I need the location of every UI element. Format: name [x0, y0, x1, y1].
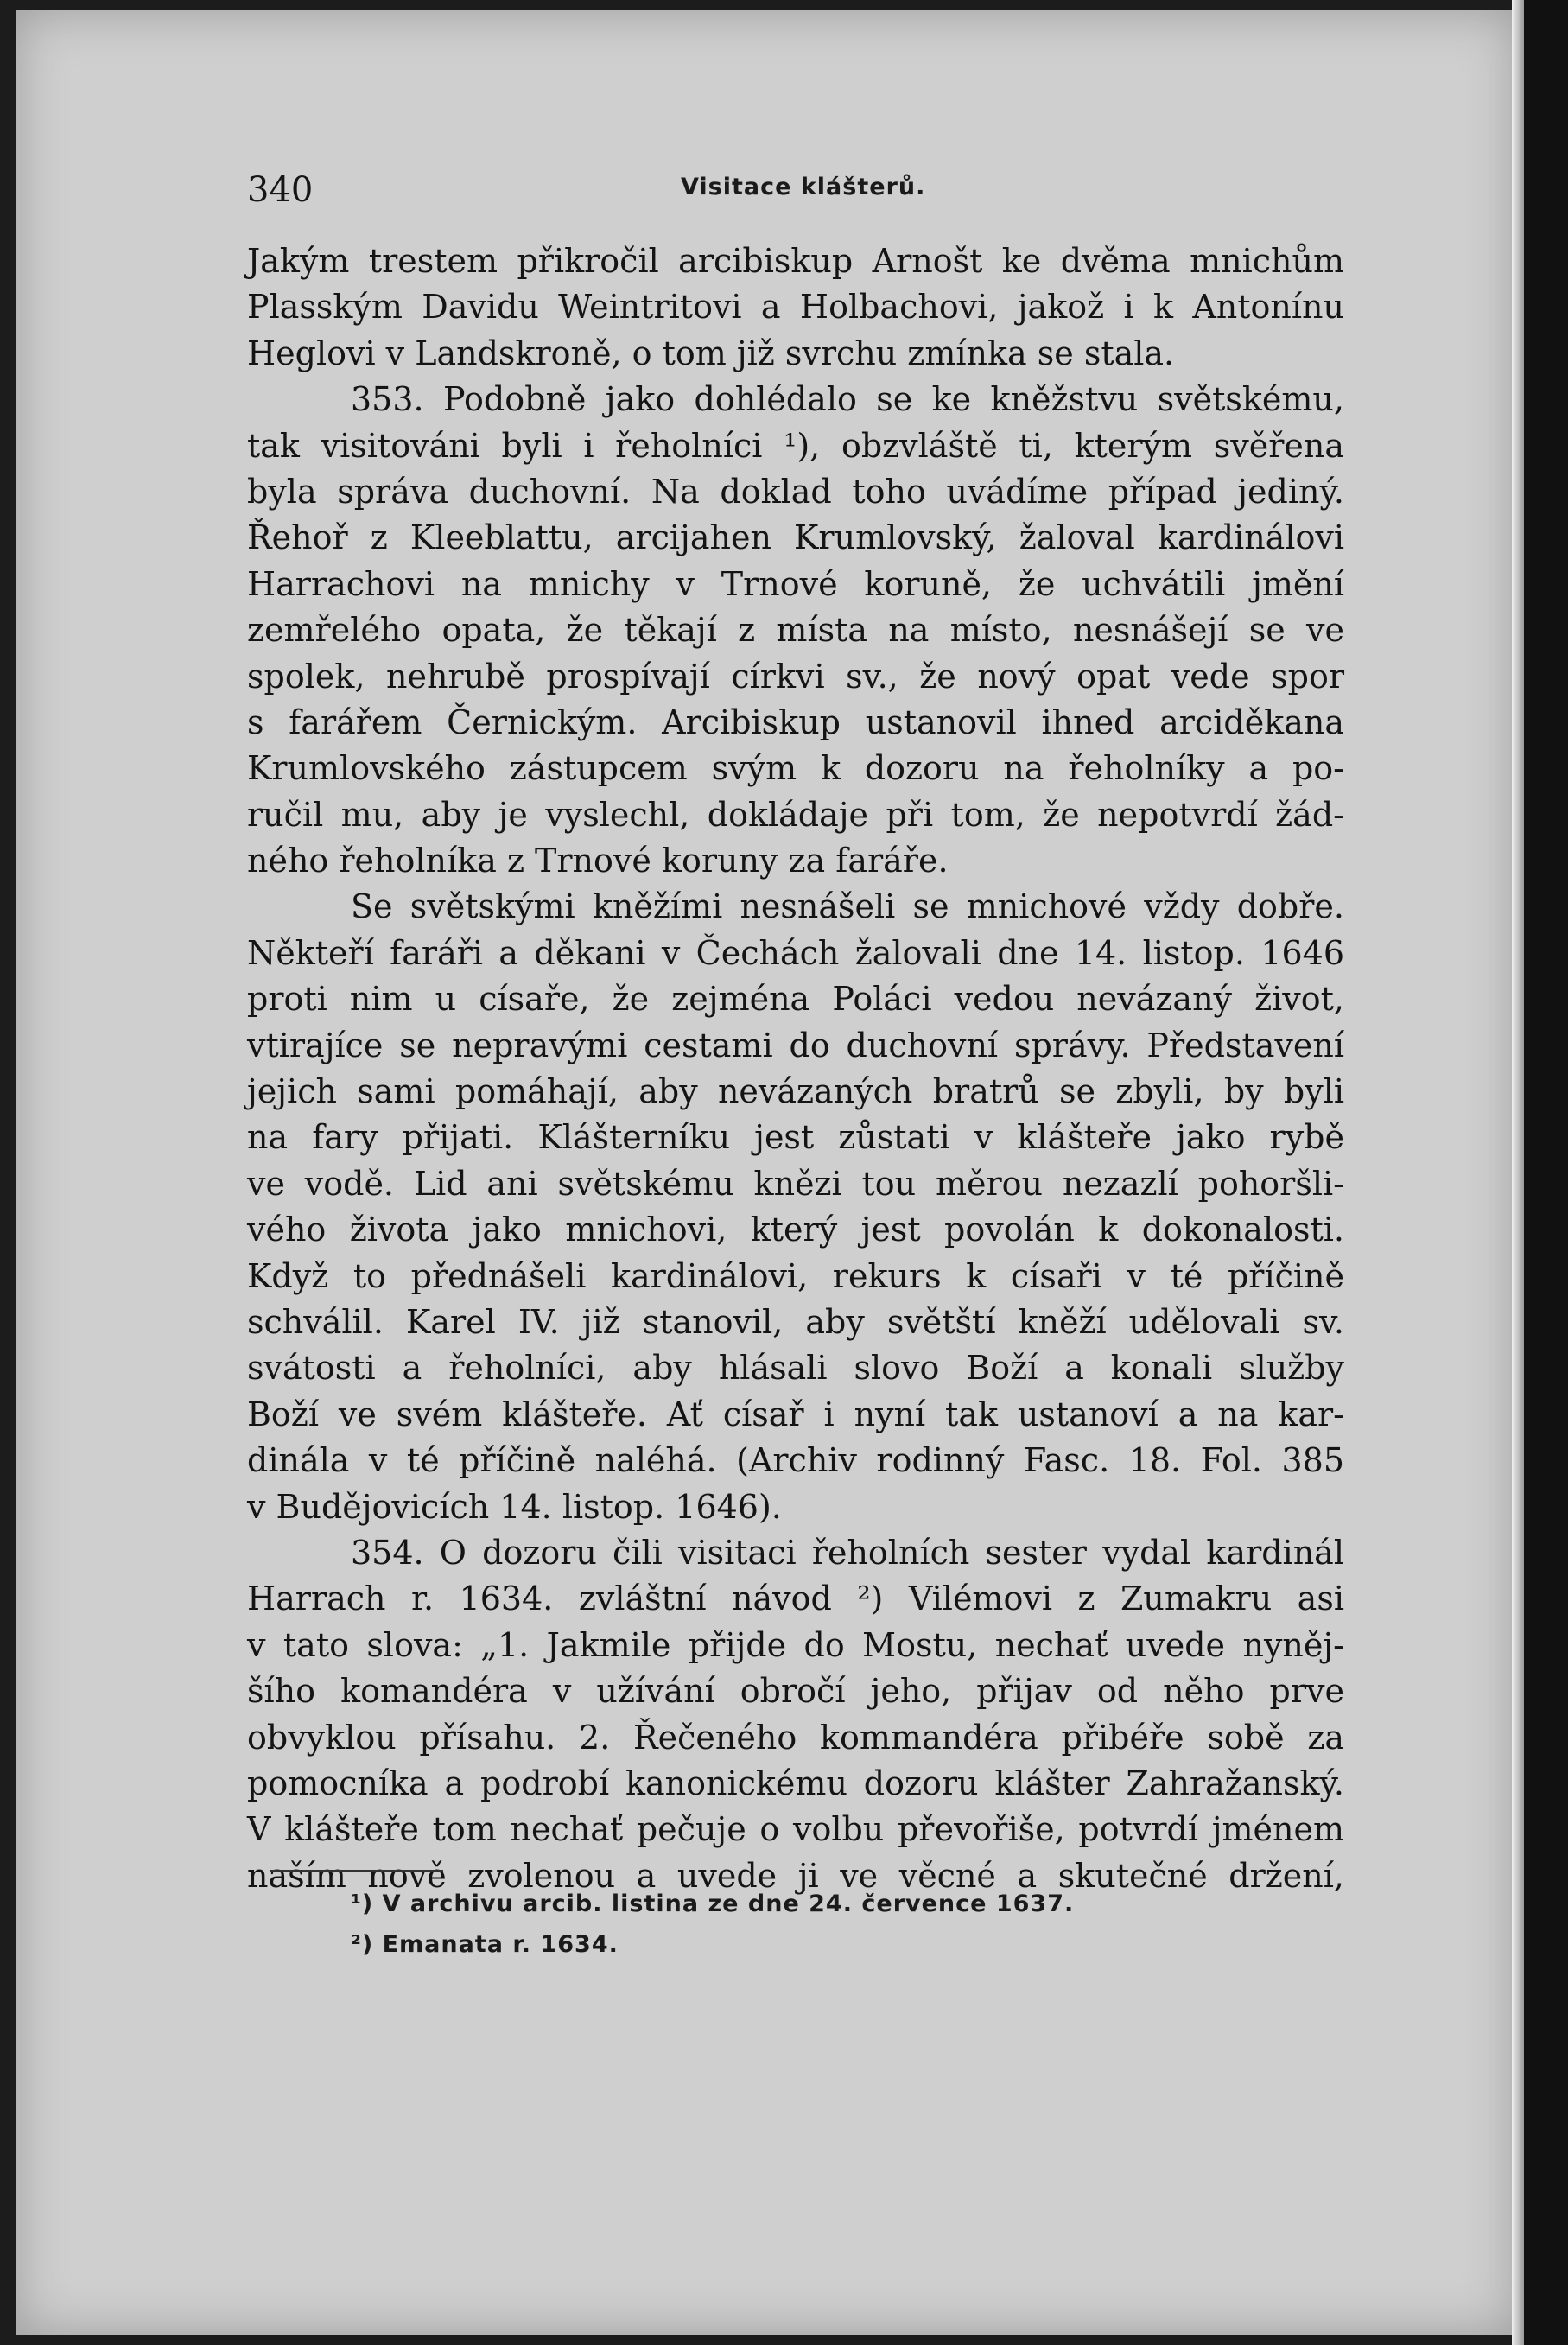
text-line: vého života jako mnichovi, který jest povolán k dokonalosti.	[247, 1211, 1344, 1249]
paragraph-354-start: 354. O dozoru čili visitaci řeholních sester vydal kardinál	[351, 1533, 1344, 1572]
paragraph-start: Se světskými kněžími nesnášeli se mnichové vždy dobře.	[351, 887, 1344, 926]
page-header	[16, 170, 1517, 222]
text-line: proti nim u císaře, že zejména Poláci vedou nevázaný život,	[247, 980, 1344, 1019]
text-line: ného řeholníka z Trnové koruny za faráře.	[247, 842, 949, 880]
text-line: Když to přednášeli kardinálovi, rekurs k císaři v té příčině	[247, 1256, 1344, 1295]
footnote-2: ²) Emanata r. 1634.	[351, 1931, 619, 1958]
body-text	[247, 238, 1344, 1899]
text-line: dinála v té příčině naléhá. (Archiv rodinný Fasc. 18. Fol. 385	[247, 1441, 1344, 1480]
text-line: spolek, nehrubě prospívají církvi sv., že nový opat vede spor	[247, 657, 1344, 696]
text-line: na fary přijati. Klášterníku jest zůstati v klášteře jako rybě	[247, 1118, 1344, 1157]
text-line: zemřelého opata, že těkají z místa na místo, nesnášejí se ve	[247, 611, 1344, 650]
text-line: byla správa duchovní. Na doklad toho uvádíme případ jediný.	[247, 472, 1344, 511]
text-line: šího komandéra v užívání obročí jeho, přijav od něho prve	[247, 1672, 1344, 1711]
text-line: Někteří faráři a děkani v Čechách žalovali dne 14. listop. 1646	[247, 933, 1344, 972]
text-line: ve vodě. Lid ani světskému knězi tou měrou nezazlí pohoršli-	[247, 1164, 1344, 1203]
text-line: naším nově zvolenou a uvede ji ve věcné a skutečné držení,	[247, 1856, 1344, 1895]
text-line: s farářem Černickým. Arcibiskup ustanovil ihned arciděkana	[247, 702, 1344, 741]
text-line: Plasským Davidu Weintritovi a Holbachovi, jakož i k Antonínu	[247, 288, 1344, 327]
text-line: obvyklou přísahu. 2. Řečeného kommandéra přibéře sobě za	[247, 1718, 1344, 1757]
footnote-1: ¹) V archivu arcib. listina ze dne 24. července 1637.	[351, 1891, 1075, 1917]
text-line: v Budějovicích 14. listop. 1646).	[247, 1487, 782, 1526]
footnotes	[351, 1884, 1074, 1965]
footnote-divider	[270, 1870, 443, 1872]
text-line: ručil mu, aby je vyslechl, dokládaje při tom, že nepotvrdí žád-	[247, 795, 1344, 834]
text-line: Heglovi v Landskroně, o tom již svrchu zmínka se stala.	[247, 334, 1175, 372]
text-line: pomocníka a podrobí kanonickému dozoru klášter Zahražanský.	[247, 1764, 1344, 1802]
paragraph-353-start: 353. Podobně jako dohlédalo se ke kněžstvu světskému,	[351, 380, 1344, 419]
book-page	[16, 10, 1517, 2335]
running-title: Visitace klášterů.	[681, 174, 926, 200]
text-line: Krumlovského zástupcem svým k dozoru na řeholníky a po-	[247, 749, 1344, 788]
text-line: schválil. Karel IV. již stanovil, aby světští kněží udělovali sv.	[247, 1302, 1344, 1341]
text-line: V klášteře tom nechať pečuje o volbu převořiše, potvrdí jménem	[247, 1810, 1344, 1849]
page-edge	[1512, 0, 1524, 2345]
text-line: Harrachovi na mnichy v Trnové koruně, že uchvátili jmění	[247, 564, 1344, 603]
text-line: vtirajíce se nepravými cestami do duchovní správy. Představení	[247, 1026, 1344, 1064]
text-line: v tato slova: „1. Jakmile přijde do Mostu, nechať uvede nyněj-	[247, 1625, 1344, 1664]
text-line: Řehoř z Kleeblattu, arcijahen Krumlovský, žaloval kardinálovi	[247, 518, 1344, 557]
text-line: Jakým trestem přikročil arcibiskup Arnošt ke dvěma mnichům	[247, 242, 1344, 280]
text-line: jejich sami pomáhají, aby nevázaných bratrů se zbyli, by byli	[247, 1072, 1344, 1111]
text-line: tak visitováni byli i řeholníci ¹), obzvláště ti, kterým svěřena	[247, 426, 1344, 465]
text-line: svátosti a řeholníci, aby hlásali slovo Boží a konali služby	[247, 1349, 1344, 1388]
text-line: Harrach r. 1634. zvláštní návod ²) Vilémovi z Zumakru asi	[247, 1579, 1344, 1618]
page-number: 340	[247, 170, 314, 210]
text-line: Boží ve svém klášteře. Ať císař i nyní tak ustanoví a na kar-	[247, 1395, 1344, 1433]
scan-border	[1524, 0, 1568, 2345]
